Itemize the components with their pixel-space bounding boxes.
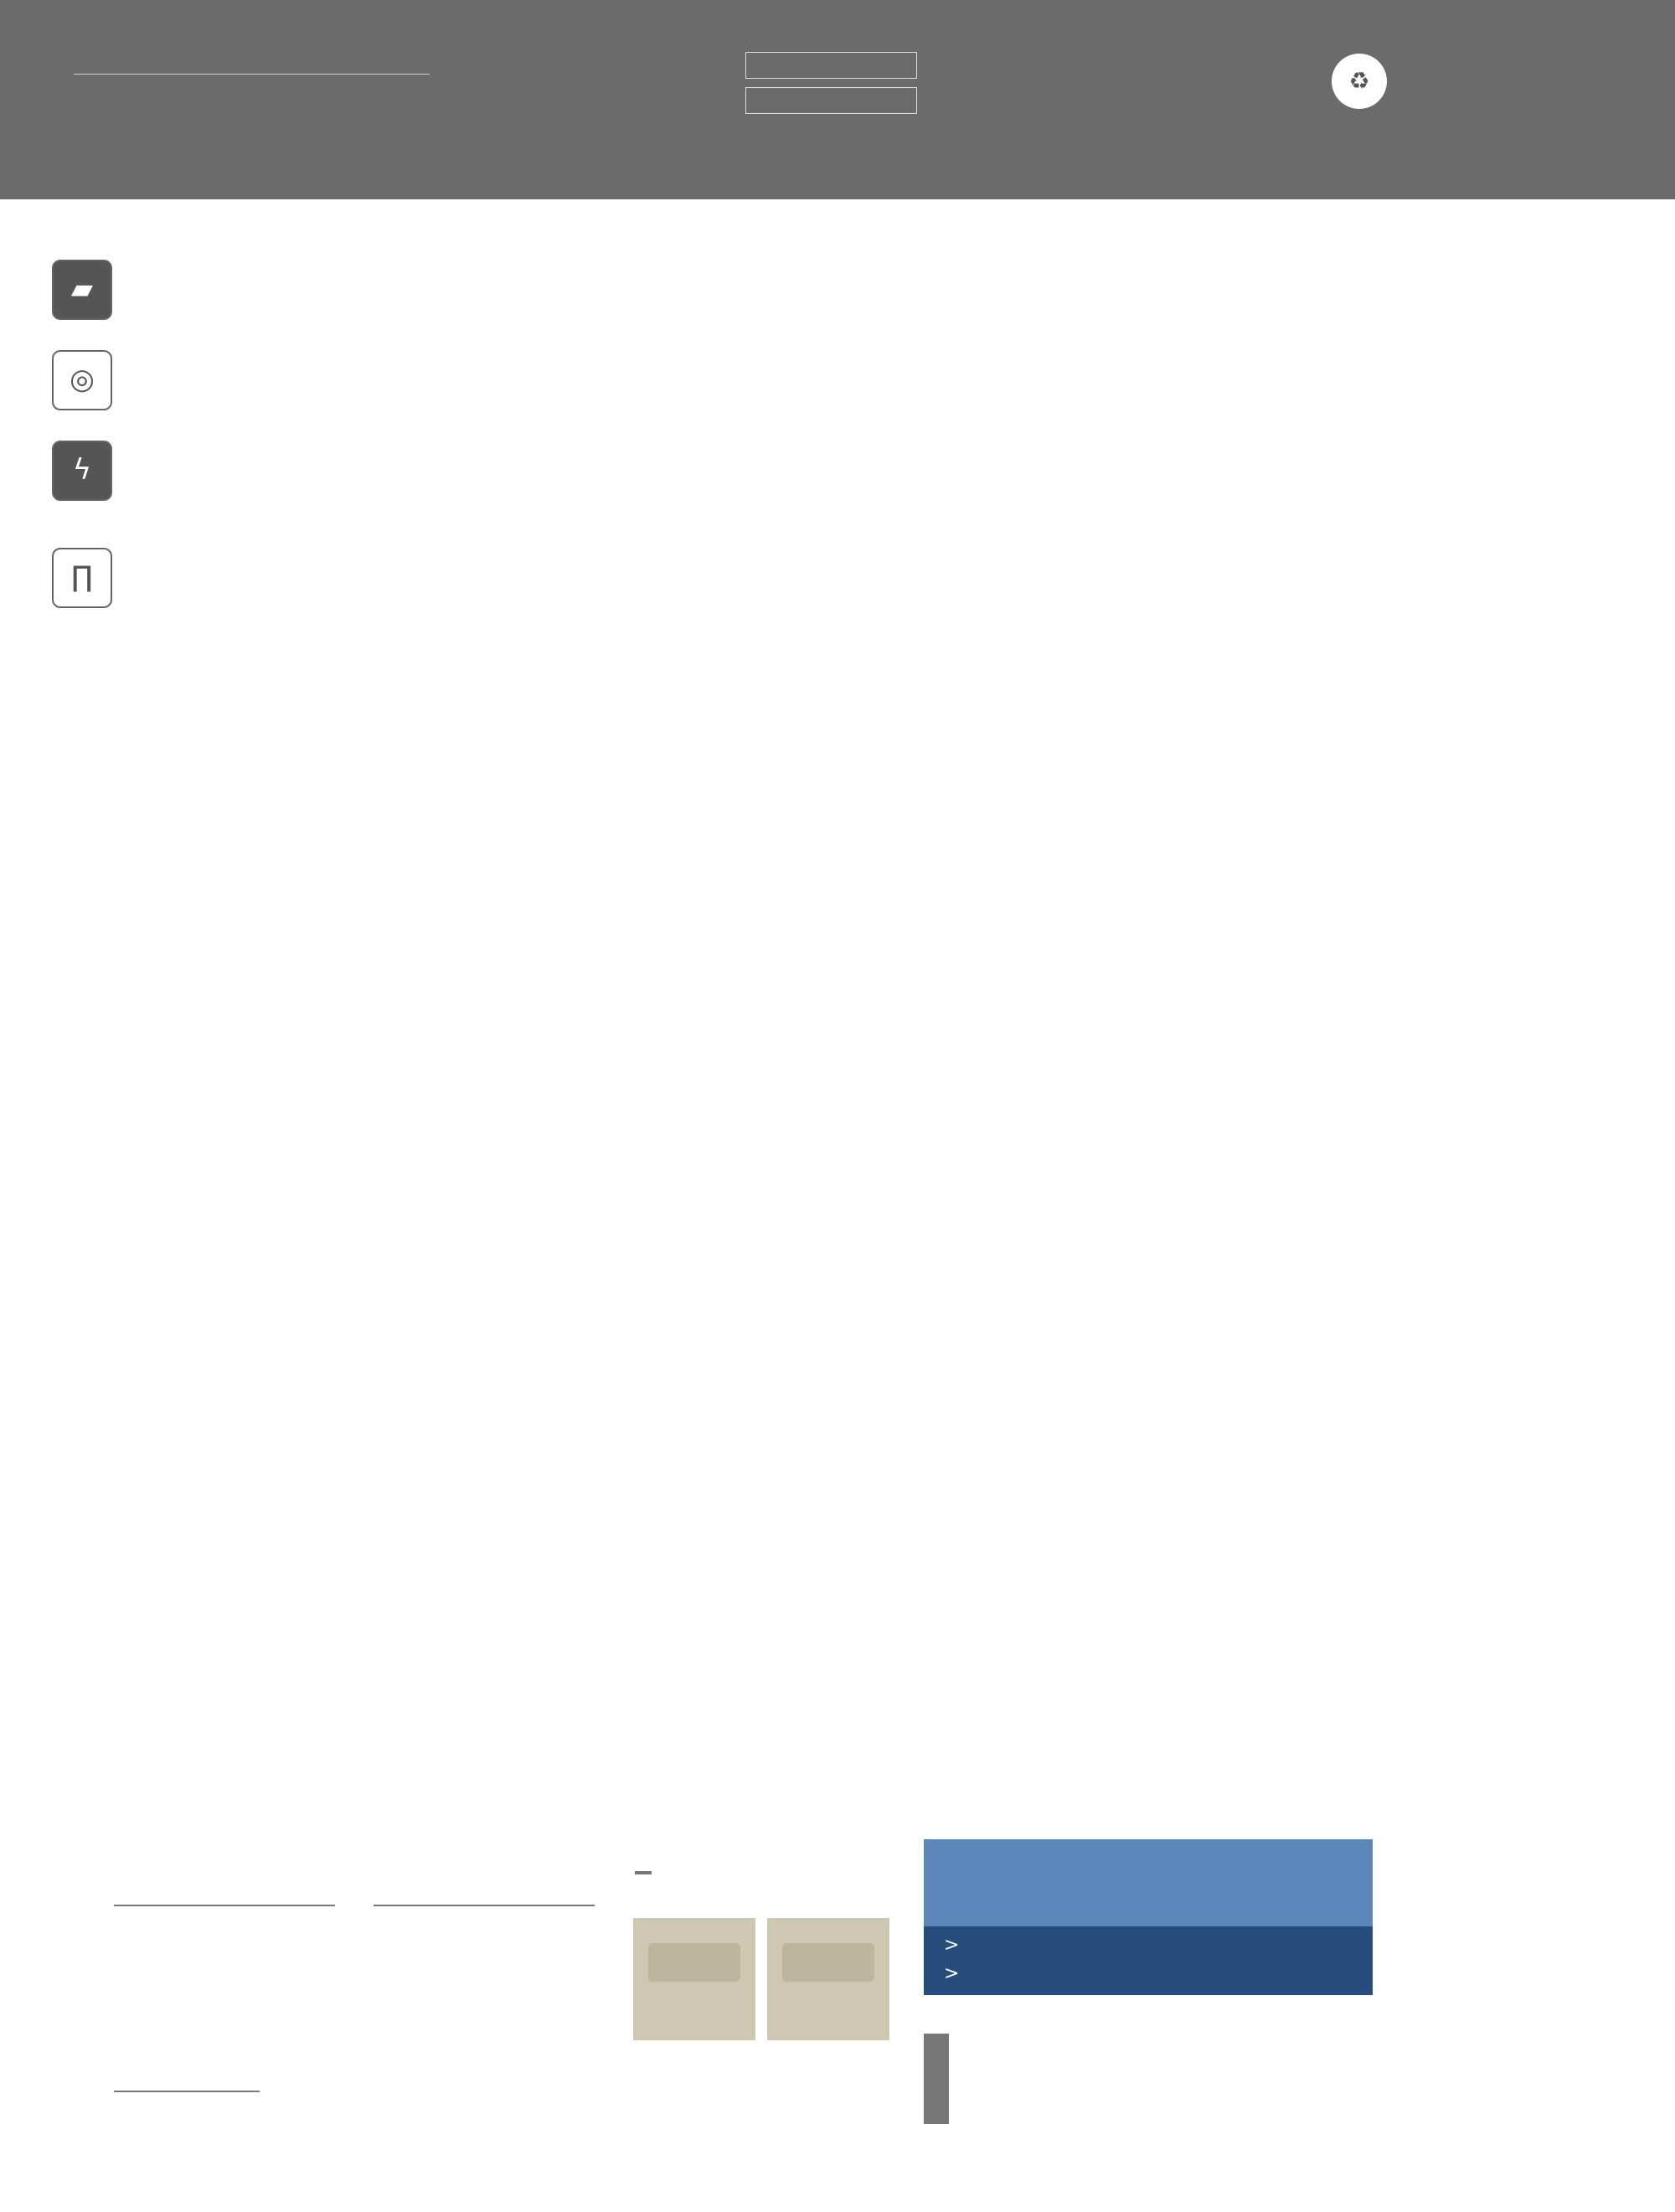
divider	[114, 1905, 335, 1906]
coordinate-links	[924, 1926, 1373, 1995]
divider	[374, 1905, 595, 1906]
coordinate-link-1[interactable]	[944, 1935, 959, 1956]
coordinate-link-2[interactable]	[944, 1963, 959, 1984]
composition-polyester	[745, 52, 917, 79]
year-round-tag	[924, 2034, 949, 2124]
divider	[74, 74, 430, 75]
right-pocket-image	[767, 1918, 889, 2040]
series-header	[0, 0, 1675, 199]
coordinate-banner	[924, 1839, 1373, 1926]
lightning-icon: ϟ	[52, 441, 112, 501]
eco-mark-icon: ♻	[1332, 54, 1387, 109]
pocket-tag	[635, 1871, 652, 1874]
divider	[114, 2091, 260, 2092]
pocket-flap	[782, 1943, 874, 1982]
chevron-right-icon: >	[944, 1935, 960, 1956]
recycle-globe-icon: ◎	[52, 350, 112, 410]
coordinate-title	[924, 1839, 1373, 1853]
left-pocket-image	[633, 1918, 755, 2040]
pants-icon: ∏	[52, 548, 112, 608]
pocket-flap	[648, 1943, 740, 1982]
series-title	[72, 82, 79, 131]
fabric-roll-icon: ▰	[52, 260, 112, 320]
composition-cotton	[745, 87, 917, 114]
chevron-right-icon: >	[944, 1963, 960, 1984]
